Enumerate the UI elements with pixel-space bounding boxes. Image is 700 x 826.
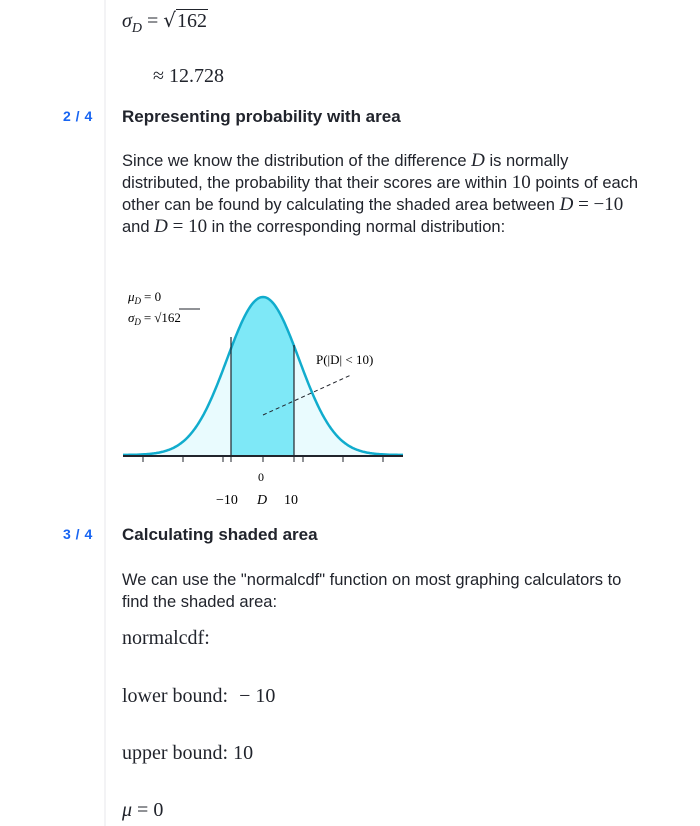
tick-label-ten: 10 — [284, 493, 298, 508]
tick-label-zero: 0 — [258, 470, 264, 484]
approx-symbol: ≈ — [153, 65, 164, 87]
tick-label-d: D — [257, 493, 268, 508]
upper-bound-line — [122, 742, 253, 765]
sigma-label: $\sigma_D = √162$ — [128, 310, 181, 327]
probability-label: P(|D| < 10) — [316, 352, 374, 367]
normalcdf-label: normalcdf: — [122, 627, 210, 649]
mu-label: $\mu_D = 0$ — [128, 289, 162, 306]
lower-bound-value: − 10 — [239, 685, 276, 707]
mu-value: = 0 — [137, 799, 164, 821]
mu-symbol: μ — [122, 799, 133, 821]
para-text: in the corresponding normal distribution: — [207, 218, 506, 236]
step-title-2: Representing probability with area — [122, 107, 401, 126]
normal-distribution-figure — [118, 285, 413, 515]
sqrt-sign: √ — [163, 8, 177, 32]
step-2-paragraph — [122, 150, 652, 238]
equals-sign: = — [172, 216, 184, 237]
var-d: D — [471, 150, 485, 171]
tick-label-neg-ten: −10 — [216, 493, 238, 508]
lower-bound-line — [122, 685, 275, 708]
para-text: Since we know the distribution of the difference — [122, 152, 472, 170]
var-d: D — [559, 194, 574, 215]
var-d: D — [154, 216, 168, 237]
step-title-3: Calculating shaded area — [122, 525, 318, 544]
para-text: is normally distributed, the probability that their scores are within — [122, 152, 569, 192]
sigma-subscript: D — [131, 21, 142, 36]
approx-equation — [153, 65, 224, 88]
lower-bound-label: lower bound: — [122, 685, 229, 707]
sigma-symbol: σ — [122, 10, 132, 32]
approx-value: 12.728 — [168, 65, 224, 87]
mu-equation — [122, 799, 163, 822]
step-number-3: 3 / 4 — [63, 526, 93, 542]
para-text: and — [122, 218, 155, 236]
equals-sign: = — [147, 10, 159, 32]
para-text: points of each other can be found by calculating the shaded area between — [122, 174, 639, 214]
step-number-2: 2 / 4 — [63, 108, 93, 124]
upper-bound-value: 10 — [233, 742, 254, 764]
upper-bound-label: upper bound: — [122, 742, 229, 764]
equals-sign: = — [578, 194, 589, 215]
step-3-paragraph: We can use the "normalcdf" function on most graphing calculators to find the shaded area: — [122, 571, 622, 611]
step-rail — [104, 0, 106, 826]
num-ten: 10 — [188, 216, 208, 237]
sigma-equation — [122, 8, 208, 37]
num-neg-ten: −10 — [593, 194, 624, 215]
num-ten: 10 — [511, 172, 531, 193]
radicand: 162 — [177, 10, 208, 32]
